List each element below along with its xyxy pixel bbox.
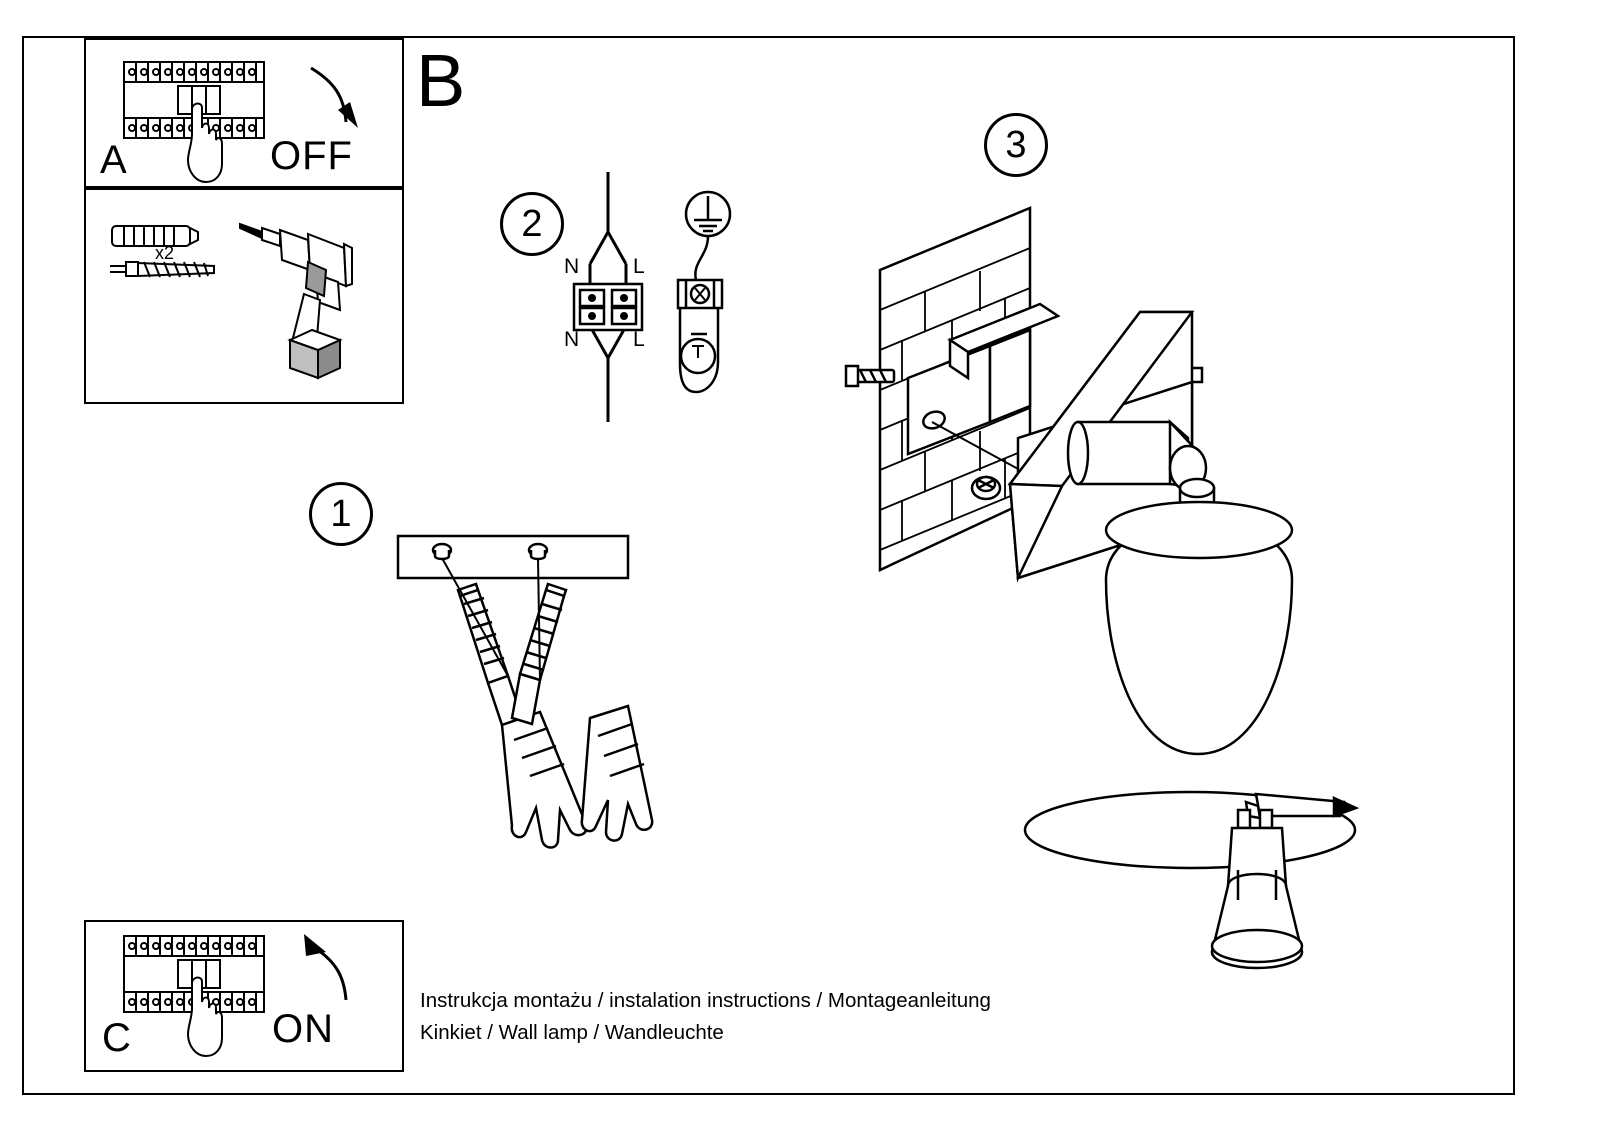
circuit-breaker-on-icon	[106, 922, 396, 1070]
caption-block	[420, 985, 991, 1049]
wall-plug-icon	[582, 706, 652, 841]
screw-icon	[110, 262, 214, 277]
panel-c-letter: C	[102, 1016, 131, 1060]
wire-label-n-bottom: N	[564, 328, 580, 351]
caption-line-1: Instrukcja montażu / instalation instructions / Montageanleitung	[420, 989, 991, 1012]
screw-icon	[846, 366, 894, 386]
caption-line-2: Kinkiet / Wall lamp / Wandleuchte	[420, 1020, 724, 1044]
screw-icon	[972, 477, 1000, 499]
panel-a	[84, 38, 404, 188]
wire-label-l-top: L	[633, 255, 645, 278]
step-2-badge: 2	[500, 192, 564, 256]
earth-ground-icon	[662, 186, 782, 402]
tools-art	[94, 200, 394, 396]
lamp-shade	[1106, 502, 1292, 754]
panel-b-letter: B	[416, 39, 466, 122]
step-3-badge: 3	[984, 113, 1048, 177]
wire-label-n-top: N	[564, 255, 580, 278]
panel-c	[84, 920, 404, 1072]
wire-label-l-bottom: L	[633, 328, 645, 351]
arrow-down-icon	[311, 68, 358, 128]
step-1-badge: 1	[309, 482, 373, 546]
gu10-bulb-icon	[1025, 792, 1356, 968]
panel-a-letter: A	[100, 138, 127, 182]
panel-c-action-label: ON	[272, 1007, 334, 1051]
arrow-up-icon	[304, 934, 346, 1000]
wall-lamp-assembly-art	[840, 170, 1420, 990]
power-drill-icon	[240, 224, 352, 378]
wall-plug-icon	[502, 712, 587, 848]
plug-quantity-label: x2	[155, 243, 175, 263]
wall-plug-screw-installation-art	[390, 528, 700, 858]
panel-a-action-label: OFF	[270, 134, 353, 178]
panel-tools	[84, 188, 404, 404]
